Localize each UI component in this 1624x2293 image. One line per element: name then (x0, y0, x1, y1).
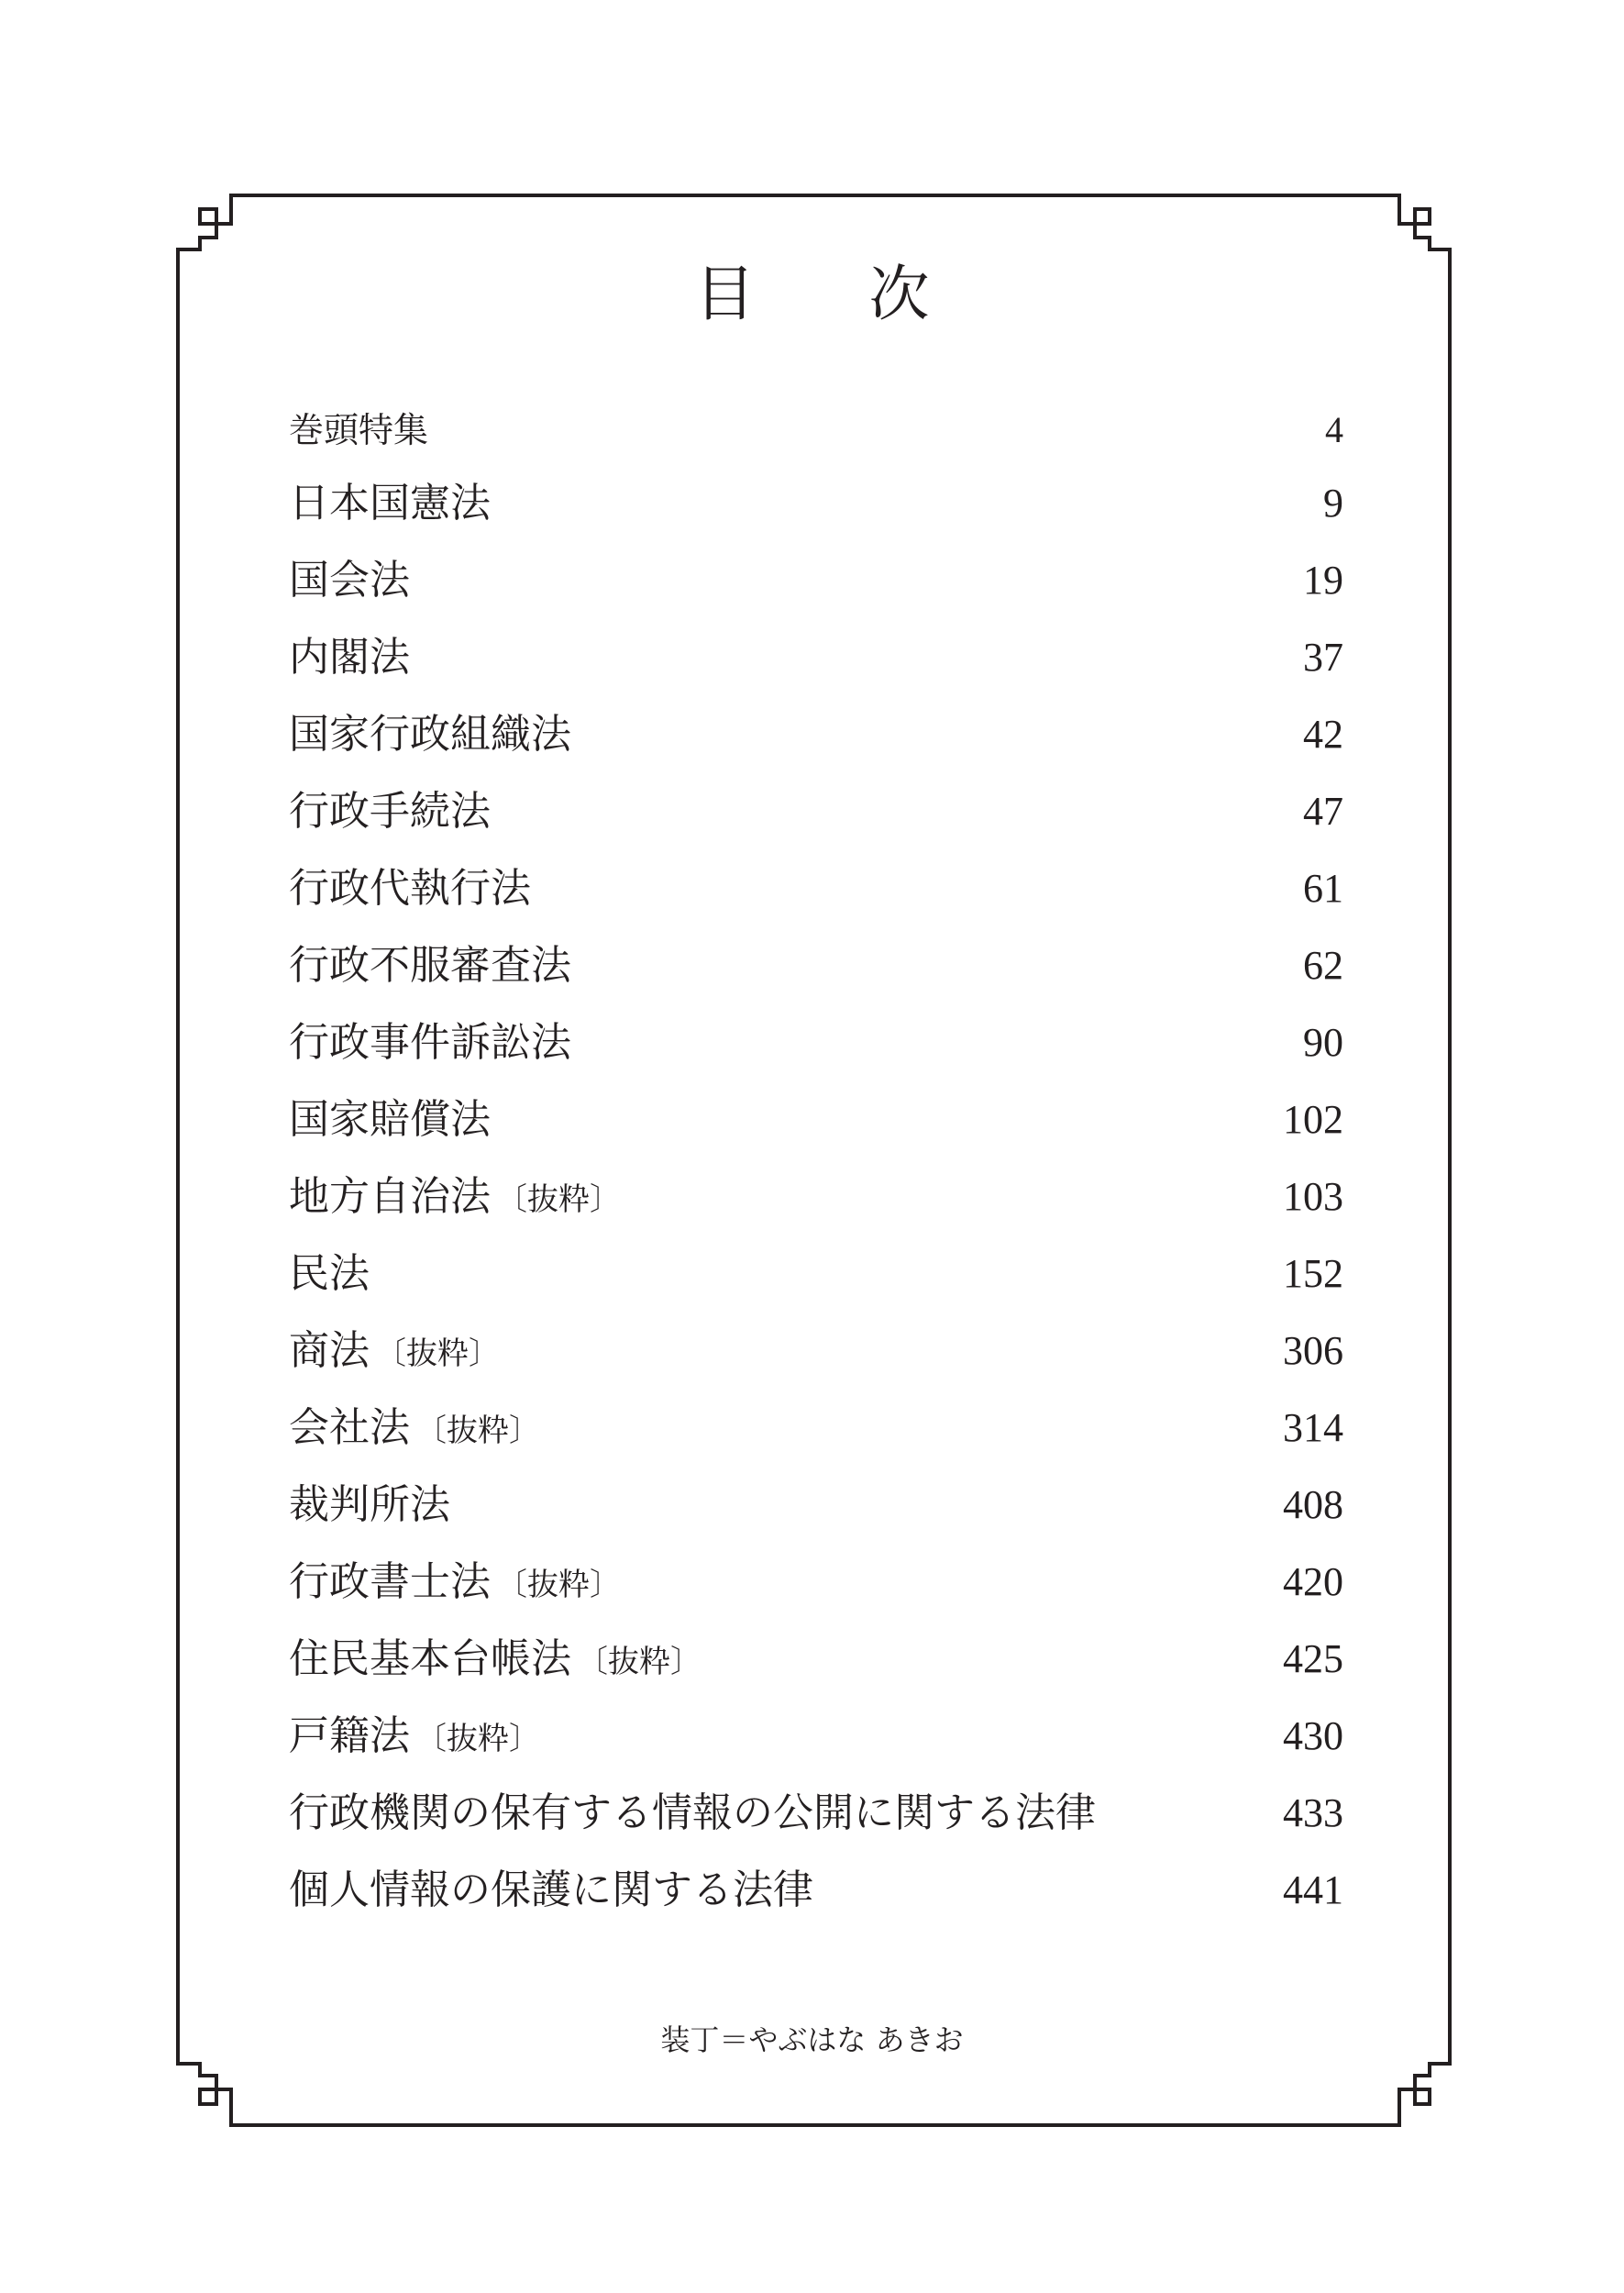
toc-entry-page: 408 (1283, 1482, 1343, 1527)
excerpt-note: 〔抜粋〕 (375, 1335, 500, 1372)
toc-entry[interactable] (289, 696, 1343, 773)
toc-entry-label: 行政代執行法 (289, 865, 531, 912)
toc-entry-page: 433 (1283, 1790, 1343, 1835)
toc-entry-label: 行政書士法 〔抜粋〕 (289, 1558, 621, 1605)
toc-entry-page: 42 (1303, 712, 1343, 757)
toc-entry-page: 19 (1303, 558, 1343, 603)
toc-entry[interactable] (289, 1313, 1343, 1390)
toc-entry-label: 民法 (289, 1250, 370, 1297)
toc-entry-page: 306 (1283, 1328, 1343, 1373)
toc-entry[interactable] (289, 1775, 1343, 1852)
toc-entry-page: 62 (1303, 943, 1343, 988)
toc-entry-label: 商法 〔抜粋〕 (289, 1327, 500, 1374)
toc-entry-page: 61 (1303, 866, 1343, 911)
title-char-1: 目 (694, 259, 756, 329)
toc-entry-page: 420 (1283, 1559, 1343, 1604)
excerpt-note: 〔抜粋〕 (577, 1644, 702, 1680)
toc-entry[interactable] (289, 542, 1343, 619)
toc-entry-label: 行政機関の保有する情報の公開に関する法律 (289, 1789, 1096, 1836)
excerpt-note: 〔抜粋〕 (496, 1567, 621, 1603)
toc-entry-label: 内閣法 (289, 634, 410, 681)
table-of-contents (289, 392, 1343, 1929)
excerpt-note: 〔抜粋〕 (415, 1412, 540, 1449)
toc-entry-label: 戸籍法 〔抜粋〕 (289, 1712, 540, 1759)
toc-entry-page: 314 (1283, 1405, 1343, 1450)
toc-entry-page: 425 (1283, 1636, 1343, 1681)
toc-entry[interactable] (289, 1235, 1343, 1313)
toc-entry-page: 103 (1283, 1174, 1343, 1219)
toc-entry[interactable] (289, 1081, 1343, 1158)
excerpt-note: 〔抜粋〕 (496, 1181, 621, 1218)
toc-entry[interactable] (289, 465, 1343, 542)
toc-entry[interactable] (289, 1621, 1343, 1698)
toc-entry-page: 37 (1303, 635, 1343, 680)
toc-entry-label: 国家賠償法 (289, 1096, 491, 1143)
toc-entry[interactable] (289, 1698, 1343, 1775)
toc-entry-label: 地方自治法 〔抜粋〕 (289, 1173, 621, 1220)
book-design-credit: 装丁＝やぶはな あきお (660, 2022, 964, 2057)
toc-entry-page: 90 (1303, 1020, 1343, 1065)
toc-entry[interactable] (289, 773, 1343, 850)
toc-entry[interactable] (289, 1467, 1343, 1544)
toc-entry[interactable] (289, 1004, 1343, 1081)
toc-entry-page: 102 (1283, 1097, 1343, 1142)
excerpt-note: 〔抜粋〕 (415, 1721, 540, 1757)
toc-entry-page: 430 (1283, 1713, 1343, 1758)
toc-entry[interactable] (289, 392, 1343, 465)
toc-entry-label: 行政事件訴訟法 (289, 1019, 571, 1066)
toc-entry[interactable] (289, 1544, 1343, 1621)
toc-entry-label: 日本国憲法 (289, 480, 491, 526)
toc-entry-page: 47 (1303, 789, 1343, 834)
toc-entry-label: 行政不服審査法 (289, 942, 571, 989)
toc-entry[interactable] (289, 1852, 1343, 1929)
toc-entry-label: 裁判所法 (289, 1481, 450, 1528)
toc-entry-label: 住民基本台帳法 〔抜粋〕 (289, 1635, 702, 1682)
toc-entry-page: 4 (1325, 409, 1343, 450)
toc-entry-page: 9 (1323, 481, 1343, 526)
toc-entry-page: 441 (1283, 1867, 1343, 1912)
toc-entry-page: 152 (1283, 1251, 1343, 1296)
toc-entry-label: 巻頭特集 (289, 410, 429, 450)
title-char-2: 次 (868, 259, 930, 329)
page-title (0, 259, 1624, 329)
toc-entry[interactable] (289, 927, 1343, 1004)
toc-entry-label: 国家行政組織法 (289, 711, 571, 758)
toc-entry-label: 国会法 (289, 557, 410, 604)
toc-entry-label: 会社法 〔抜粋〕 (289, 1404, 540, 1451)
toc-entry[interactable] (289, 619, 1343, 696)
toc-entry[interactable] (289, 1390, 1343, 1467)
toc-entry[interactable] (289, 850, 1343, 927)
toc-entry-label: 個人情報の保護に関する法律 (289, 1867, 813, 1913)
toc-entry[interactable] (289, 1158, 1343, 1235)
toc-entry-label: 行政手続法 (289, 788, 491, 835)
